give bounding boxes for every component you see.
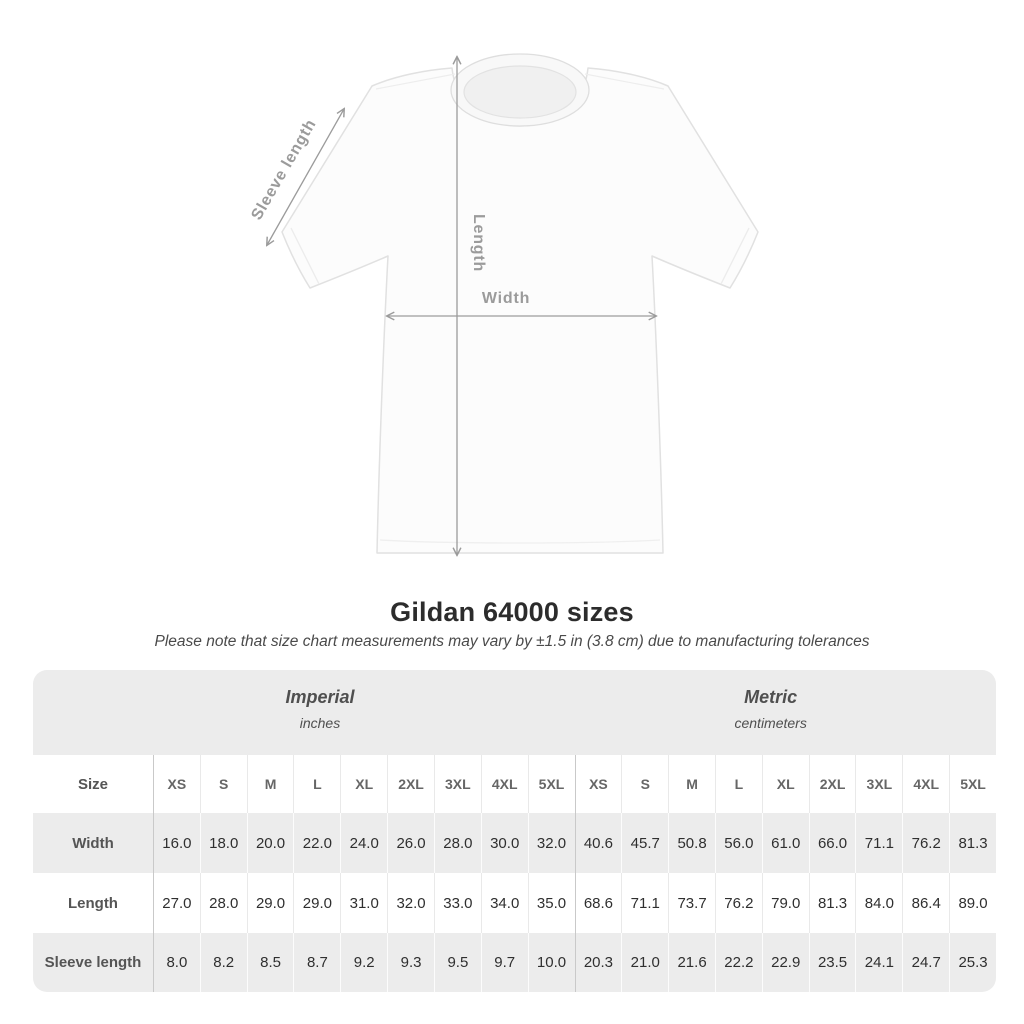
collar-opening: [464, 66, 576, 118]
table-cell: 26.0: [387, 813, 434, 873]
row-label-width: Width: [72, 834, 114, 852]
table-row-length: [33, 873, 996, 933]
size-column-header: 5XL: [949, 755, 996, 813]
imperial-unit: inches: [299, 715, 341, 731]
table-cell: 22.0: [293, 813, 340, 873]
table-cell: 28.0: [434, 813, 481, 873]
width-label: Width: [481, 290, 531, 307]
size-column-header: L: [293, 755, 340, 813]
table-cell: 79.0: [762, 873, 809, 933]
table-cell: 61.0: [762, 813, 809, 873]
table-header-band: [33, 670, 996, 755]
table-cell: 56.0: [715, 813, 762, 873]
table-cell: 30.0: [481, 813, 528, 873]
metric-unit: centimeters: [734, 715, 807, 731]
size-header-row: [33, 755, 996, 813]
size-column-header: 4XL: [902, 755, 949, 813]
table-cell: 32.0: [528, 813, 575, 873]
size-column-header: 3XL: [855, 755, 902, 813]
metric-size-group: [575, 755, 997, 813]
table-row-sleeve-length: [33, 933, 996, 992]
width-imperial-group: [153, 813, 575, 873]
table-cell: 40.6: [583, 834, 614, 852]
table-cell: 76.2: [715, 873, 762, 933]
table-cell: 68.6: [583, 894, 614, 912]
page-title: Gildan 64000 sizes: [390, 597, 634, 627]
table-cell: 45.7: [621, 813, 668, 873]
table-cell: 35.0: [528, 873, 575, 933]
table-cell: 8.5: [247, 933, 294, 992]
table-cell: 50.8: [668, 813, 715, 873]
size-column-header: 2XL: [387, 755, 434, 813]
table-cell: 34.0: [481, 873, 528, 933]
table-cell: 9.7: [481, 933, 528, 992]
sleeve-metric-group: [575, 933, 997, 992]
row-label-sleeve-length: Sleeve length: [44, 954, 142, 971]
table-cell: 22.9: [762, 933, 809, 992]
size-header-label: Size: [77, 775, 108, 793]
size-column-header: L: [715, 755, 762, 813]
size-chart-table: [33, 670, 996, 992]
table-cell: 71.1: [621, 873, 668, 933]
table-cell: 84.0: [855, 873, 902, 933]
table-cell: 24.0: [340, 813, 387, 873]
imperial-header: [285, 687, 354, 731]
imperial-label: Imperial: [285, 687, 355, 707]
table-cell: 9.2: [340, 933, 387, 992]
table-cell: 24.7: [902, 933, 949, 992]
size-column-header: M: [247, 755, 294, 813]
table-cell: 28.0: [200, 873, 247, 933]
length-metric-group: [575, 873, 997, 933]
table-cell: 20.0: [247, 813, 294, 873]
table-cell: 22.2: [715, 933, 762, 992]
table-cell: 23.5: [809, 933, 856, 992]
metric-header: [734, 687, 806, 731]
table-cell: 9.5: [434, 933, 481, 992]
table-cell: 86.4: [902, 873, 949, 933]
size-column-header: XS: [167, 776, 187, 792]
sleeve-imperial-group: [153, 933, 575, 992]
table-cell: 31.0: [340, 873, 387, 933]
table-cell: 8.0: [166, 954, 188, 971]
table-cell: 21.6: [668, 933, 715, 992]
size-column-header: XS: [589, 776, 608, 792]
table-cell: 21.0: [621, 933, 668, 992]
table-cell: 10.0: [528, 933, 575, 992]
row-label-length: Length: [67, 894, 118, 912]
size-column-header: XL: [340, 755, 387, 813]
size-column-header: 2XL: [809, 755, 856, 813]
table-cell: 32.0: [387, 873, 434, 933]
table-cell: 76.2: [902, 813, 949, 873]
table-cell: 24.1: [855, 933, 902, 992]
table-cell: 8.7: [293, 933, 340, 992]
size-column-header: 3XL: [434, 755, 481, 813]
size-column-header: XL: [762, 755, 809, 813]
table-cell: 25.3: [949, 933, 996, 992]
table-cell: 9.3: [387, 933, 434, 992]
table-cell: 27.0: [162, 894, 192, 912]
tolerance-note: Please note that size chart measurements may vary by ±1.5 in (3.8 cm) due to manufacturing tolerances: [154, 633, 870, 650]
table-cell: 20.3: [583, 954, 614, 971]
size-column-header: S: [621, 755, 668, 813]
size-column-header: 4XL: [481, 755, 528, 813]
length-imperial-group: [153, 873, 575, 933]
table-cell: 18.0: [200, 813, 247, 873]
table-cell: 73.7: [668, 873, 715, 933]
table-cell: 8.2: [200, 933, 247, 992]
size-column-header: S: [200, 755, 247, 813]
length-label: Length: [470, 213, 487, 273]
sleeve-length-label: Sleeve length: [248, 116, 320, 224]
tshirt-body: [282, 68, 758, 553]
table-cell: 71.1: [855, 813, 902, 873]
table-row-width: [33, 813, 996, 873]
imperial-size-group: [153, 755, 575, 813]
table-cell: 81.3: [809, 873, 856, 933]
table-cell: 81.3: [949, 813, 996, 873]
table-cell: 89.0: [949, 873, 996, 933]
table-cell: 16.0: [162, 834, 192, 852]
metric-label: Metric: [744, 687, 798, 707]
table-cell: 29.0: [293, 873, 340, 933]
table-cell: 66.0: [809, 813, 856, 873]
size-column-header: 5XL: [528, 755, 575, 813]
size-column-header: M: [668, 755, 715, 813]
table-cell: 33.0: [434, 873, 481, 933]
width-metric-group: [575, 813, 997, 873]
table-cell: 29.0: [247, 873, 294, 933]
